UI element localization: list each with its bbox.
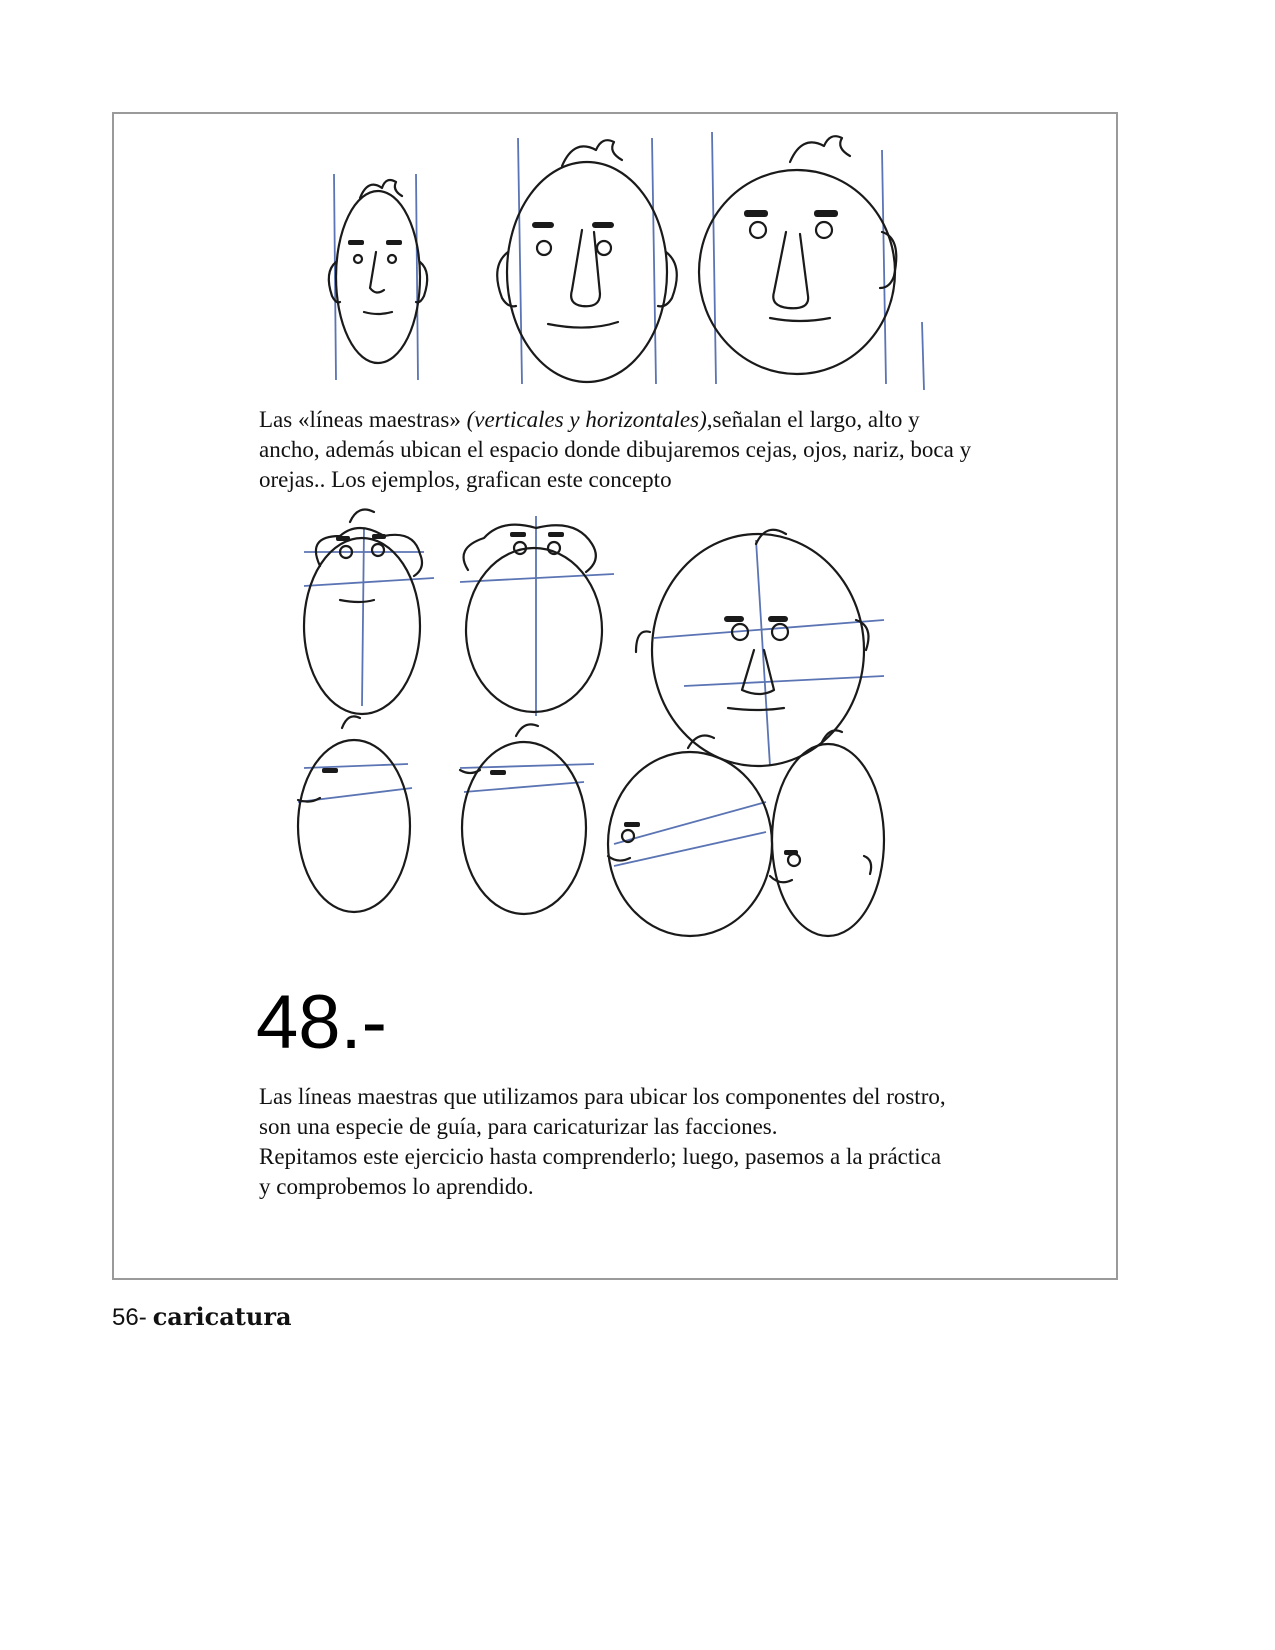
closing-line-2: son una especie de guía, para caricaturizar las facciones. (259, 1114, 778, 1139)
intro-text-part2: ,señalan el largo, alto y ancho, además ubican el espacio donde dibujaremos cejas, ojos, nariz, boca y orejas.. Los ejemplos, grafican este concepto (259, 407, 972, 492)
closing-paragraph (259, 1082, 979, 1202)
closing-line-4: y comprobemos lo aprendido. (259, 1174, 534, 1199)
intro-text-part1: Las «líneas maestras» (259, 407, 467, 432)
figure-heads-guide-lines (284, 500, 924, 950)
closing-line-3: Repitamos este ejercicio hasta comprenderlo; luego, pasemos a la práctica (259, 1144, 942, 1169)
section-number: 48.- (256, 980, 387, 1065)
figure-faces-vertical-guides (300, 122, 940, 390)
page-footer (112, 1300, 292, 1335)
intro-paragraph (259, 405, 979, 495)
intro-text-italic: (verticales y horizontales) (466, 407, 707, 432)
book-title: caricatura (152, 1302, 292, 1331)
page-number: 56- (112, 1304, 147, 1331)
closing-line-1: Las líneas maestras que utilizamos para ubicar los componentes del rostro, (259, 1084, 946, 1109)
